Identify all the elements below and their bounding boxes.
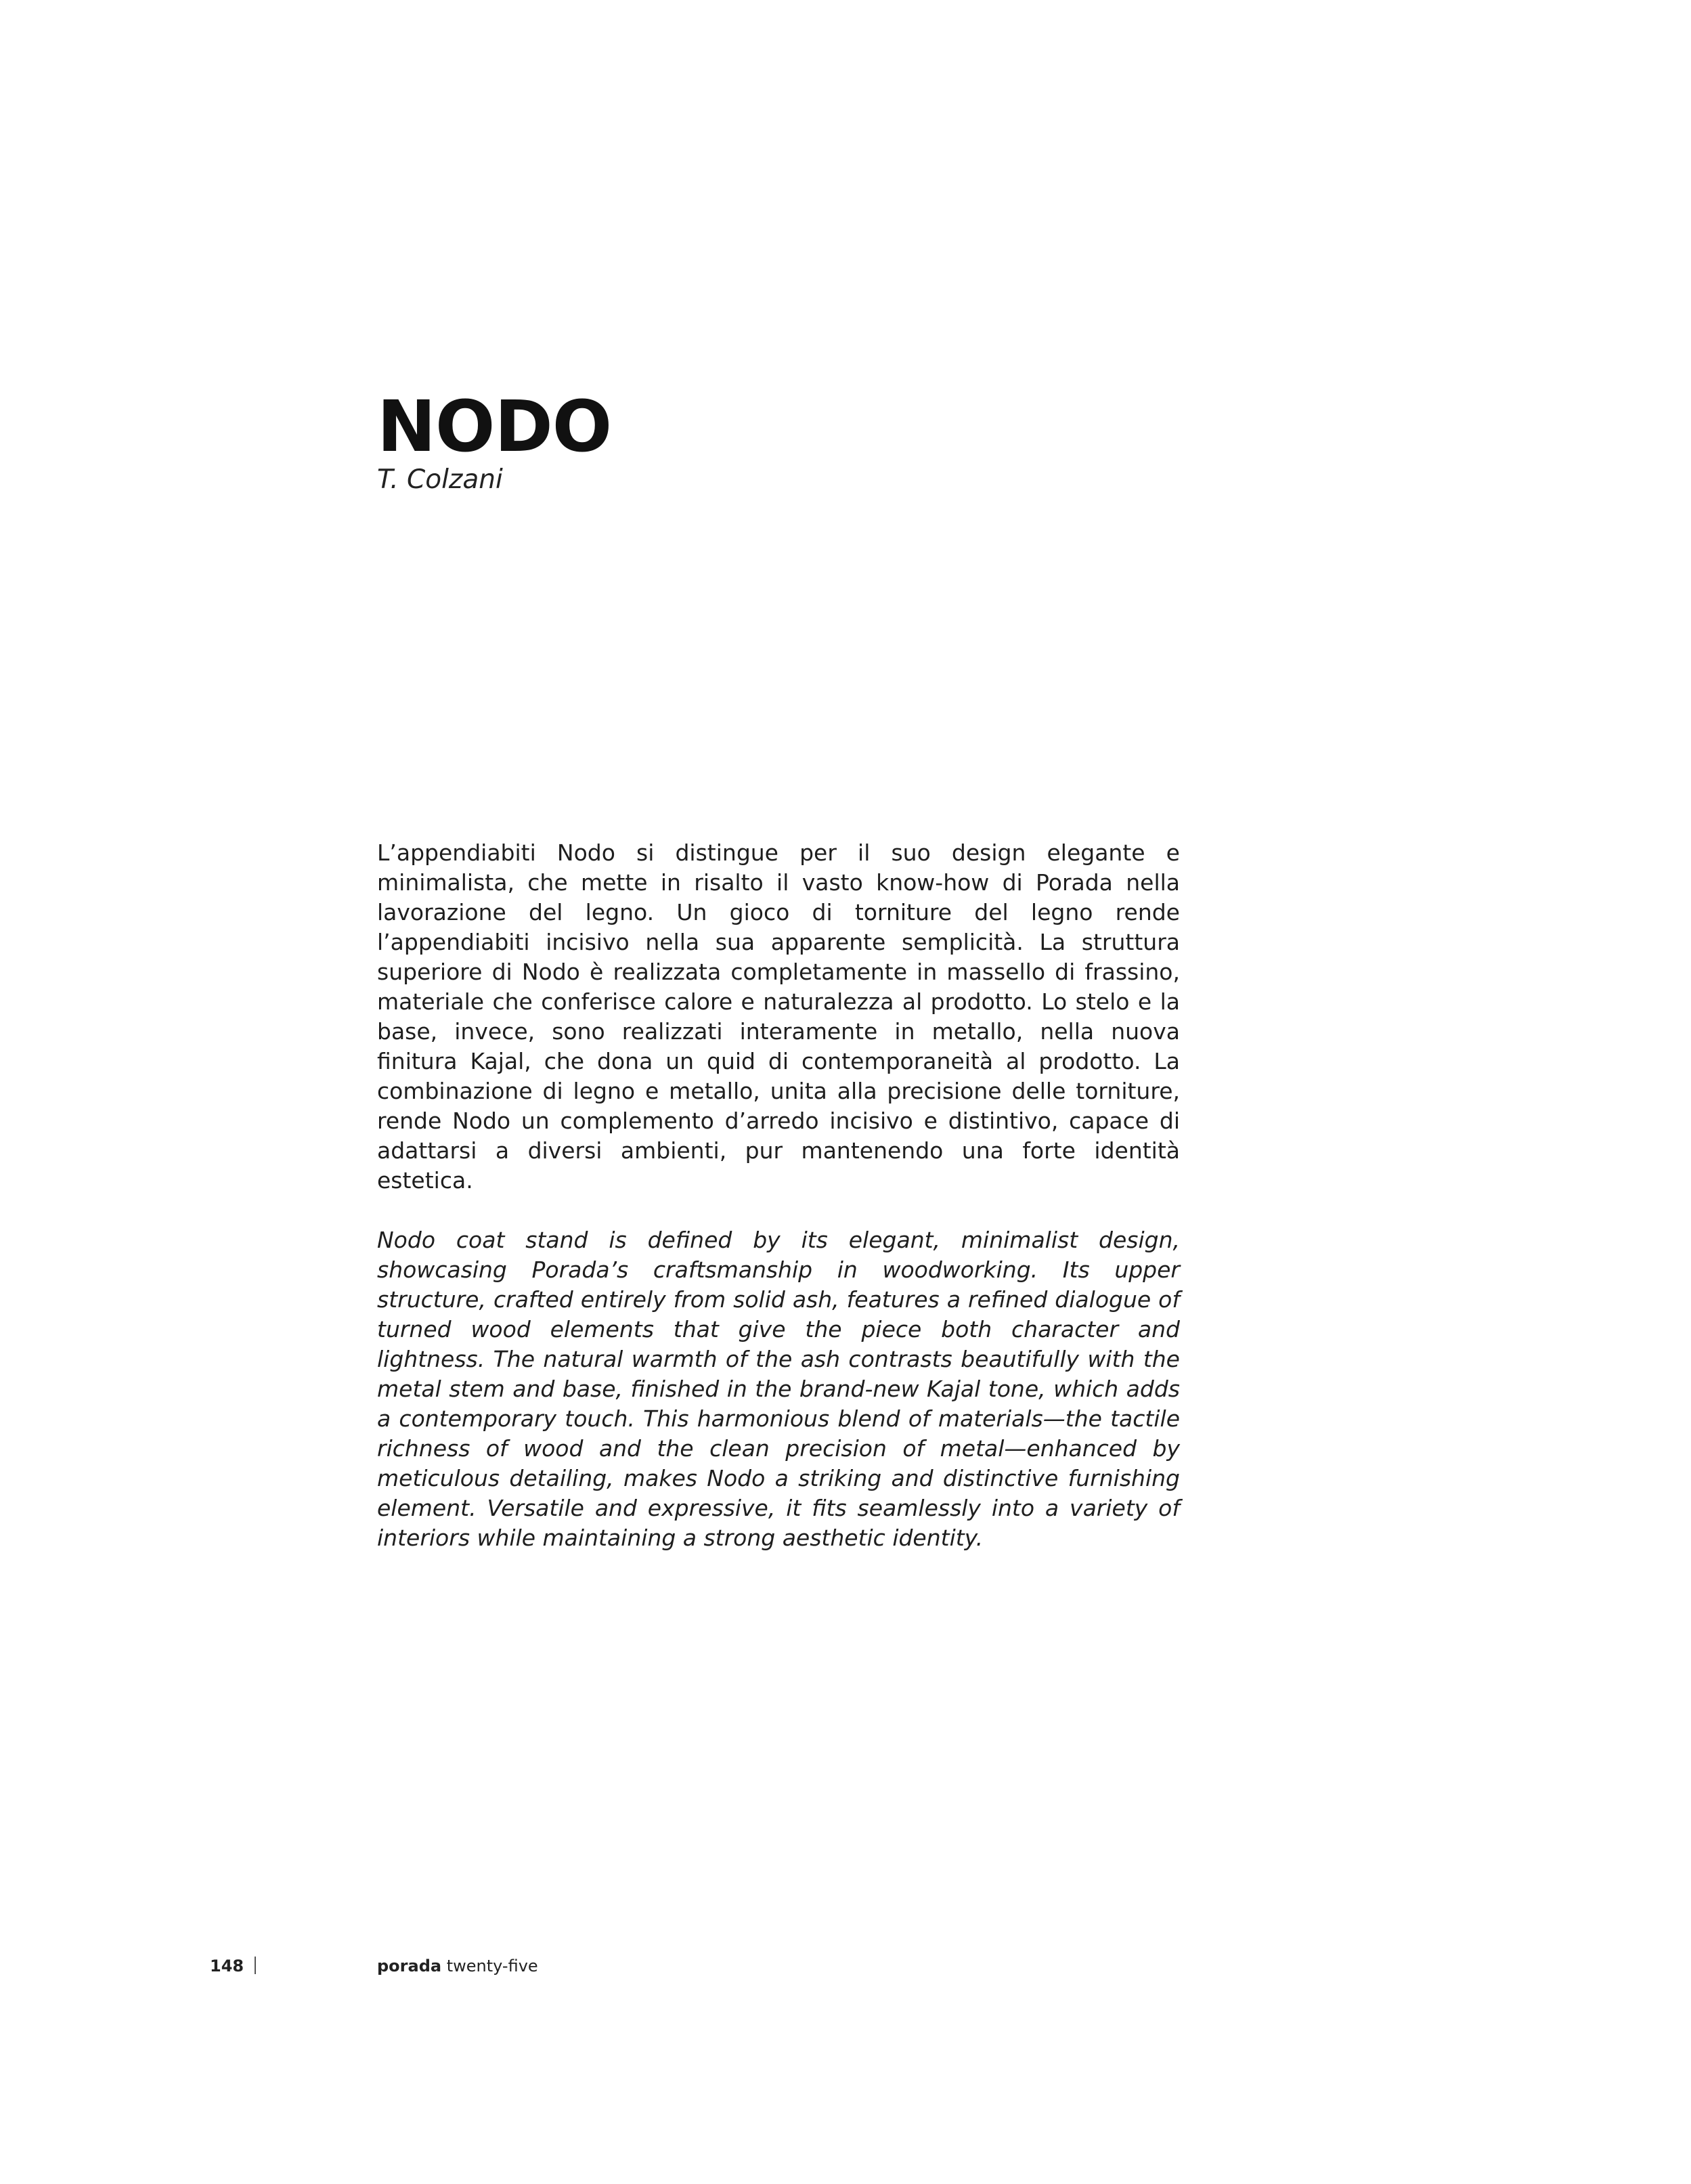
publication-edition: twenty-five [446,1957,538,1975]
publication-footer [377,1955,538,1977]
page-number: 148 [210,1957,244,1975]
description-english: Nodo coat stand is defined by its elegant, minimalist design, showcasing Porada’s craftsmanship in woodworking. Its upper structure, crafted entirely from solid ash, features a refined dialogue of turned wood elements that give the piece both character and lightness. The natural warmth of the ash contrasts beautifully with the metal stem and base, finished in the brand-new Kajal tone, which adds a contemporary touch. This harmonious blend of materials—the tactile richness of wood and the clean precision of metal—enhanced by meticulous detailing, makes Nodo a striking and distinctive furnishing element. Versatile and expressive, it fits seamlessly into a variety of interiors while maintaining a strong aesthetic identity. [377,1227,1180,1551]
description-italian: L’appendiabiti Nodo si distingue per il suo design elegante e minimalista, che mette in risalto il vasto know-how di Porada nella lavorazione del legno. Un gioco di torniture del legno rende l’appendiabiti incisivo nella sua apparente semplicità. La struttura superiore di Nodo è realizzata completamente in massello di frassino, materiale che conferisce calore e naturalezza al prodotto. Lo stelo e la base, invece, sono realizzati interamente in metallo, nella nuova finitura Kajal, che dona un quid di contemporaneità al prodotto. La combinazione di legno e metallo, unita alla precisione delle torniture, rende Nodo un complemento d’arredo incisivo e distintivo, capace di adattarsi a diversi ambienti, pur mantenendo una forte identità estetica. [377,839,1180,1194]
page-separator [255,1957,256,1974]
product-title: NODO [377,385,612,468]
publication-brand: porada [377,1957,442,1975]
description-block [377,838,1180,1553]
page-number-footer [210,1955,256,1977]
designer-name: T. Colzani [377,464,503,495]
